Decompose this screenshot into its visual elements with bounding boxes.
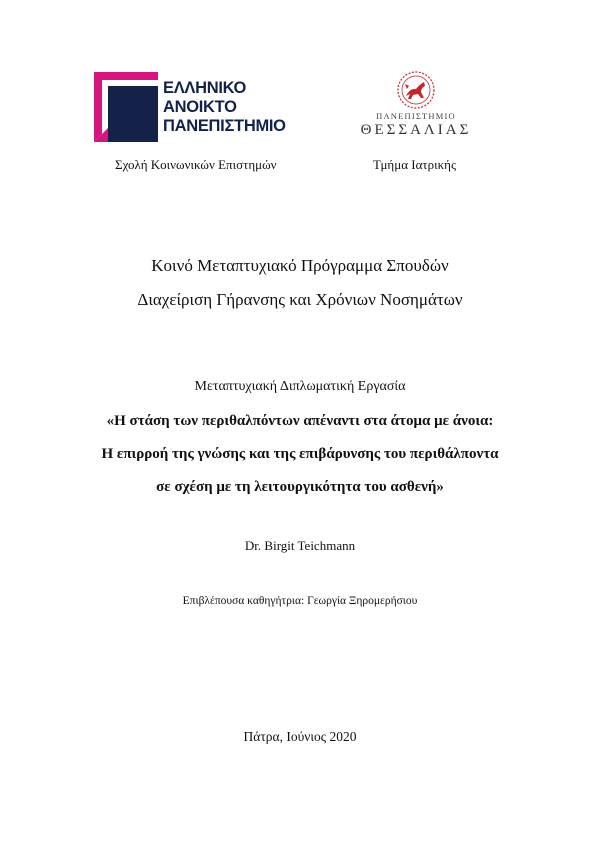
eap-line1: ΕΛΛΗΝΙΚΟ [163, 79, 247, 97]
uth-big-text: ΘΕΣΣΑΛΙΑΣ [360, 122, 472, 138]
eap-line2: ΑΝΟΙΚΤΟ [163, 98, 237, 116]
program-line2: Διαχείριση Γήρανσης και Χρόνιων Νοσημάτων [137, 290, 463, 309]
supervisor: Επιβλέπουσα καθηγήτρια: Γεωργία Ξηρομερήσιου [182, 595, 418, 607]
uth-seal-icon [396, 70, 436, 110]
uth-logo [360, 70, 472, 148]
uth-small-text: ΠΑΝΕΠΙΣΤΗΜΙΟ [376, 111, 456, 121]
thesis-title-line1: «Η στάση των περιθαλπόντων απέναντι στα άτομα με άνοια: [106, 413, 494, 429]
program-line1: Κοινό Μεταπτυχιακό Πρόγραμμα Σπουδών [151, 256, 449, 275]
eap-line3: ΠΑΝΕΠΙΣΤΗΜΙΟ [163, 117, 286, 135]
thesis-type: Μεταπτυχιακή Διπλωματική Εργασία [194, 379, 406, 394]
thesis-title-line3: σε σχέση με τη λειτουργικότητα του ασθενή» [156, 479, 444, 495]
school-left: Σχολή Κοινωνικών Επιστημών [115, 157, 277, 172]
author: Dr. Birgit Teichmann [244, 538, 356, 553]
place-date: Πάτρα, Ιούνιος 2020 [243, 729, 357, 744]
school-right: Τμήμα Ιατρικής [373, 157, 457, 172]
eap-emblem-icon [94, 72, 164, 142]
thesis-title-line2: Η επιρροή της γνώσης και της επιβάρυνσης του περιθάλποντα [101, 446, 499, 462]
eap-logo [94, 72, 286, 142]
eap-logo-text [163, 79, 286, 136]
